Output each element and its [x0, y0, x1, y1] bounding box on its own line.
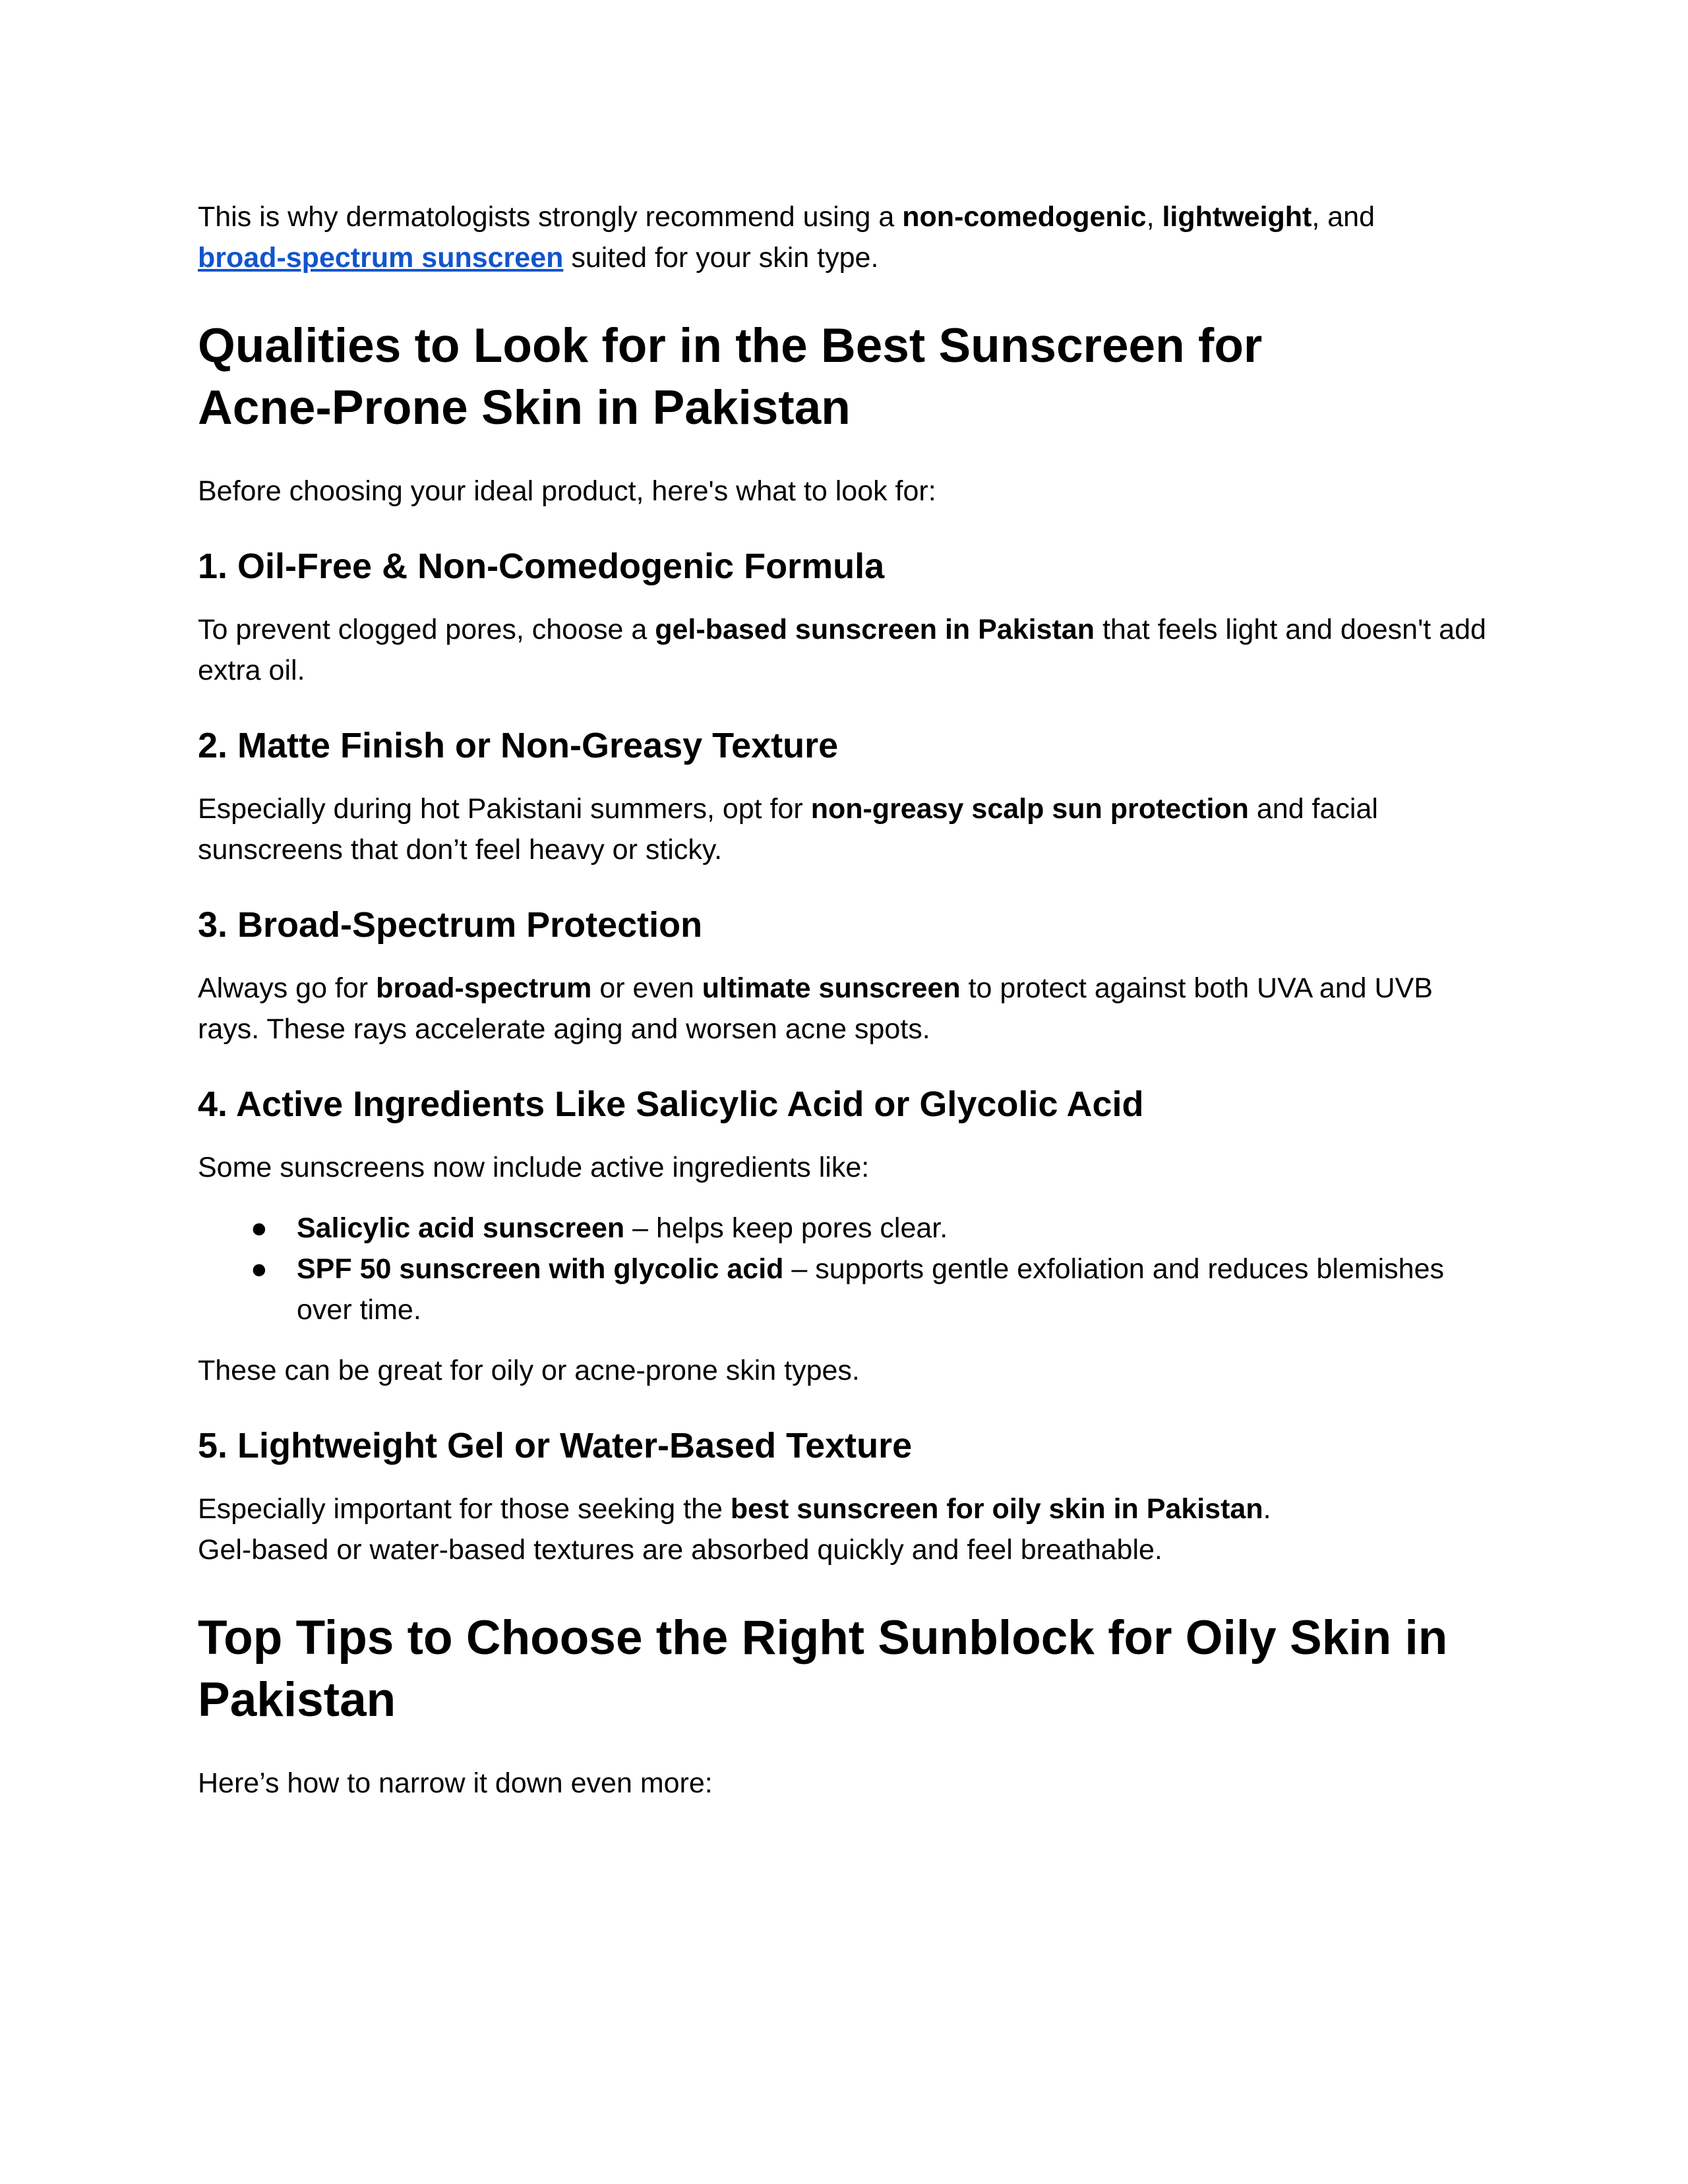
- quality-heading-5: 5. Lightweight Gel or Water-Based Texture: [198, 1426, 913, 1465]
- quality-paragraph-2: Especially during hot Pakistani summers, opt for non-greasy scalp sun protection and facial sunscreens that don’t feel heavy or sticky.: [198, 793, 1378, 866]
- bold-non-comedogenic: non-comedogenic: [902, 201, 1147, 233]
- bullet-icon: ●: [251, 1253, 268, 1285]
- bold-ultimate-sunscreen: ultimate sunscreen: [702, 972, 961, 1004]
- section-lead: Before choosing your ideal product, here's what to look for:: [198, 475, 936, 507]
- quality-paragraph-1: To prevent clogged pores, choose a gel-based sunscreen in Pakistan that feels light and doesn't add extra oil.: [198, 614, 1486, 686]
- intro-paragraph: This is why dermatologists strongly recommend using a non-comedogenic, lightweight, and broad-spectrum sunscreen suited for your skin type.: [198, 201, 1375, 274]
- bold-lightweight: lightweight: [1162, 201, 1312, 233]
- list-item: ● SPF 50 sunscreen with glycolic acid – supports gentle exfoliation and reduces blemishes over time.: [198, 1249, 1490, 1330]
- section-heading-qualities: Qualities to Look for in the Best Sunscreen for Acne-Prone Skin in Pakistan: [198, 319, 1263, 434]
- bold-broad-spectrum: broad-spectrum: [376, 972, 592, 1004]
- quality-paragraph-5: Especially important for those seeking the best sunscreen for oily skin in Pakistan. Gel-based or water-based textures are absorbed quickly and feel breathable.: [198, 1493, 1271, 1566]
- section-lead-2: Here’s how to narrow it down even more:: [198, 1767, 713, 1799]
- quality-heading-4: 4. Active Ingredients Like Salicylic Acid or Glycolic Acid: [198, 1084, 1144, 1124]
- quality-lead-4: Some sunscreens now include active ingredients like:: [198, 1152, 870, 1183]
- quality-heading-1: 1. Oil-Free & Non-Comedogenic Formula: [198, 546, 885, 586]
- active-ingredients-list: [198, 1208, 1490, 1330]
- quality-closing-4: These can be great for oily or acne-prone skin types.: [198, 1355, 860, 1386]
- section-heading-top-tips: Top Tips to Choose the Right Sunblock for Oily Skin in Pakistan: [198, 1611, 1448, 1727]
- quality-paragraph-3: Always go for broad-spectrum or even ultimate sunscreen to protect against both UVA and UVB rays. These rays accelerate aging and worsen acne spots.: [198, 972, 1433, 1045]
- bold-non-greasy: non-greasy scalp sun protection: [810, 793, 1249, 825]
- document-page: [198, 196, 1490, 1804]
- list-item: ● Salicylic acid sunscreen – helps keep pores clear.: [198, 1208, 1490, 1249]
- bold-best-sunscreen-oily: best sunscreen for oily skin in Pakistan: [730, 1493, 1263, 1525]
- bullet-icon: ●: [251, 1212, 268, 1244]
- quality-heading-2: 2. Matte Finish or Non-Greasy Texture: [198, 726, 839, 765]
- broad-spectrum-sunscreen-link[interactable]: broad-spectrum sunscreen: [198, 242, 564, 274]
- quality-heading-3: 3. Broad-Spectrum Protection: [198, 905, 703, 945]
- bold-gel-based: gel-based sunscreen in Pakistan: [655, 614, 1095, 645]
